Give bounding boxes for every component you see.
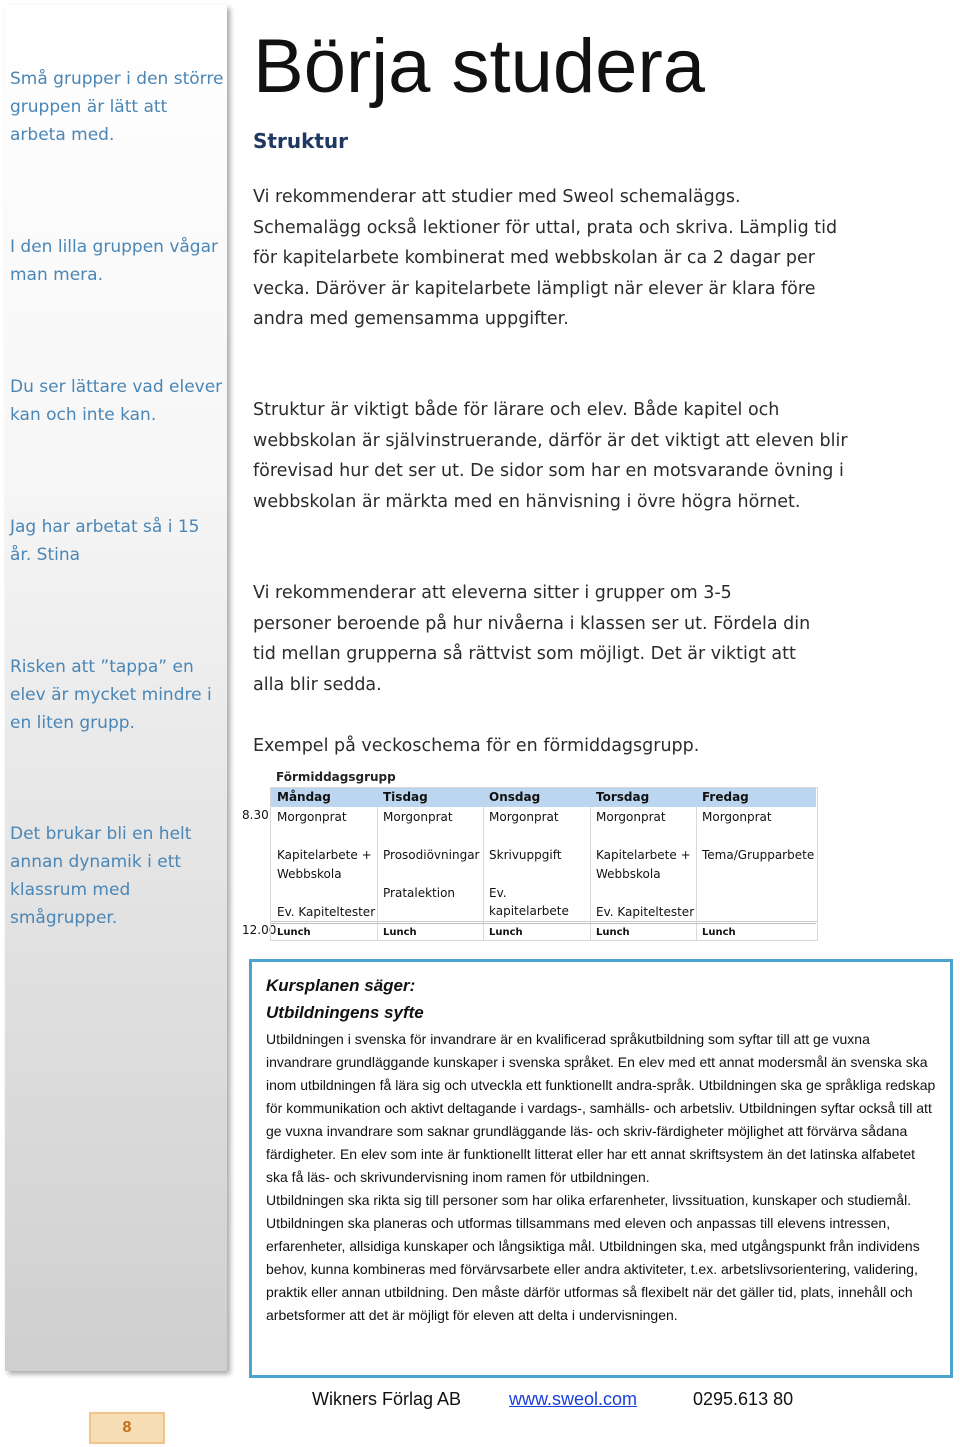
schedule-grid bbox=[270, 787, 818, 941]
schedule-cell: Ev. Kapiteltester bbox=[277, 905, 376, 919]
schedule-cell: Morgonprat bbox=[702, 810, 772, 824]
schedule-column-thursday bbox=[590, 788, 697, 940]
schedule-cell: Kapitelarbete + bbox=[596, 848, 691, 862]
schedule-lunch: Lunch bbox=[377, 923, 483, 940]
schedule-column-monday bbox=[271, 788, 378, 940]
schedule-time-start: 8.30 bbox=[242, 808, 269, 822]
schedule-day-header: Tisdag bbox=[377, 788, 483, 807]
schedule-day-header: Onsdag bbox=[483, 788, 590, 807]
schedule-title: Förmiddagsgrupp bbox=[276, 770, 396, 784]
sidebar-note-risk: Risken att ”tappa” en elev är mycket mindre i en liten grupp. bbox=[10, 657, 212, 733]
schedule-day-header: Måndag bbox=[271, 788, 377, 807]
box-paragraph-target: Utbildningen ska rikta sig till personer som har olika erfarenheter, livssituation, kunskaper och studiemål. Utbildningen ska planeras och utformas tillsammans med eleven och anpassas till elevens intressen, erfarenheter, allsidiga kunskaper och långsiktiga mål. Utbildningen ska, med utgångspunkt från individens behov, kunna kombineras med förvärvsarbete eller andra aktiviteter, t.ex. arbetslivsorientering, validering, praktik eller annan utbildning. Den måste därför utformas så flexibelt när det gäller tid, plats, innehåll och arbetsformer att det är möjligt för eleven att delta i undervisningen. bbox=[266, 1192, 920, 1323]
box-subtitle: Utbildningens syfte bbox=[266, 1003, 424, 1022]
box-title: Kursplanen säger: bbox=[266, 976, 416, 995]
schedule-cell: Ev. Kapiteltester bbox=[596, 905, 695, 919]
footer-publisher: Wikners Förlag AB bbox=[312, 1389, 462, 1409]
footer-website-link[interactable]: www.sweol.com bbox=[509, 1389, 638, 1409]
schedule-cell: Morgonprat bbox=[277, 810, 347, 824]
curriculum-box bbox=[249, 959, 953, 1378]
schedule-cell: Prosodiövningar bbox=[383, 848, 480, 862]
schedule-cell: Morgonprat bbox=[383, 810, 453, 824]
schedule-lunch: Lunch bbox=[696, 923, 816, 940]
schedule-lunch: Lunch bbox=[590, 923, 696, 940]
page-title: Börja studera bbox=[253, 24, 706, 109]
sidebar-note-see-easier: Du ser lättare vad elever kan och inte kan. bbox=[10, 377, 223, 425]
paragraph-schedule-advice: Vi rekommenderar att studier med Sweol schemaläggs. Schemalägg också lektioner för uttal, prata och skriva. Lämplig tid för kapitelarbete kombinerat med webbskolan är ca 2 dagar per vecka. Däröver är kapitelarbete lämpligt när elever är klara före andra med gemensamma uppgifter. bbox=[253, 187, 838, 329]
sidebar-note-small-groups: Små grupper i den större gruppen är lätt att arbeta med. bbox=[10, 69, 224, 145]
schedule-column-friday bbox=[696, 788, 816, 940]
schedule-cell: Tema/Grupparbete bbox=[702, 848, 815, 862]
paragraph-example-intro: Exempel på veckoschema för en förmiddagsgrupp. bbox=[253, 736, 700, 756]
schedule-lunch: Lunch bbox=[483, 923, 590, 940]
schedule-cell: Morgonprat bbox=[596, 810, 666, 824]
paragraph-groups: Vi rekommenderar att eleverna sitter i grupper om 3-5 personer beroende på hur nivåerna i klassen ser ut. Fördela din tid mellan grupperna så rättvist som möjligt. Det är viktigt att alla blir sedda. bbox=[253, 583, 811, 695]
box-paragraph-purpose: Utbildningen i svenska för invandrare är en kvalificerad språkutbildning som syftar till att ge vuxna invandrare grundläggande kunskaper i svenska språket. En elev med ett annat modersmål än svenska ska inom utbildningen få lära sig och utveckla ett funktionellt andra-språk. Utbildningen ska ge språkliga redskap för kommunikation och aktivt deltagande i vardags-, samhälls- och arbetsliv. Utbildningen syftar också till att ge vuxna invandrare som saknar grundläggande läs- och skriv-färdigheter möjlighet att förvärva sådana färdigheter. En elev som inte är funktionellt litterat eller har ett annat skriftsystem än det latinska alfabetet ska få läs- och skrivundervisning inom ramen för utbildningen. bbox=[266, 1031, 936, 1185]
sidebar-note-dare-more: I den lilla gruppen vågar man mera. bbox=[10, 237, 219, 285]
page-number-badge: 8 bbox=[89, 1412, 165, 1444]
schedule-cell: Webbskola bbox=[596, 867, 661, 881]
schedule-cell: Morgonprat bbox=[489, 810, 559, 824]
schedule-cell: Webbskola bbox=[277, 867, 342, 881]
sidebar-note-dynamics: Det brukar bli en helt annan dynamik i ett klassrum med smågrupper. bbox=[10, 824, 192, 928]
schedule-time-end: 12.00 bbox=[242, 923, 277, 937]
paragraph-structure: Struktur är viktigt både för lärare och elev. Både kapitel och webbskolan är självinstruerande, därför är det viktigt att eleven blir förevisad hur det ser ut. De sidor som har en motsvarande övning i webbskolan är märkta med en hänvisning i övre högra hörnet. bbox=[253, 400, 848, 512]
schedule-cell: Kapitelarbete + bbox=[277, 848, 372, 862]
schedule-day-header: Torsdag bbox=[590, 788, 696, 807]
section-heading: Struktur bbox=[253, 129, 349, 153]
schedule-cell: Pratalektion bbox=[383, 886, 456, 900]
sidebar-note-quote-stina: Jag har arbetat så i 15 år. Stina bbox=[10, 517, 200, 565]
footer-phone: 0295.613 80 bbox=[693, 1389, 794, 1409]
schedule-column-tuesday bbox=[377, 788, 484, 940]
schedule-day-header: Fredag bbox=[696, 788, 816, 807]
schedule-cell: Ev. kapitelarbete bbox=[489, 886, 569, 918]
schedule-cell: Skrivuppgift bbox=[489, 848, 562, 862]
schedule-column-wednesday bbox=[483, 788, 591, 940]
sidebar-panel bbox=[5, 5, 227, 1371]
schedule-lunch: Lunch bbox=[271, 923, 377, 940]
weekly-schedule bbox=[240, 770, 818, 940]
